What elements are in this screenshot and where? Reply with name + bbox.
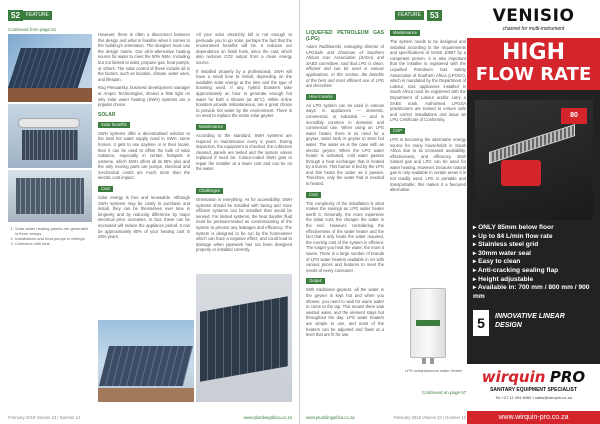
body-paragraph: Solar energy is free and renewable. Although SWH systems may be costly to purchase and install, they can be themselves over time in longevity and by reducing difference by major electrical price increases. In fact, these can be increased will reduce the appliance period. It can be approximately 80% of your heating cost in 25% years. <box>98 195 190 240</box>
headline-line-2: FLOW RATE <box>475 64 592 85</box>
subheading-cop: COP <box>390 128 405 134</box>
subheading-output: Output <box>306 278 325 284</box>
solar-heading: SOLAR <box>98 111 116 118</box>
size-badge-icon: 80 <box>561 108 587 124</box>
right-feature-label: FEATURE <box>395 11 424 20</box>
warranty-badge-icon: 5 <box>473 310 489 336</box>
left-footer-url[interactable]: www.plumbingafrica.co.za <box>243 415 292 420</box>
right-footer <box>306 415 466 420</box>
subheading-maintenance: Maintenance <box>196 124 226 130</box>
body-paragraph: LPG is becoming the alternative energy source for many households in South Africa due to its increased availability, effectiveness, and efficiency. Both natural gas and LPG can be used for water heating. However, because natural gas is only available in certain areas it is not readily used. LPG is portable and transportable; this makes it a favoured alternative. <box>390 136 466 193</box>
right-column-2 <box>390 30 466 280</box>
left-feature-label: FEATURE <box>23 11 52 20</box>
wirquin-tagline: SANITARY EQUIPMENT SPECIALIST <box>490 387 577 393</box>
caption-item: 3. Collectors with tank. <box>15 241 92 246</box>
right-footer-date: February 2018 Volume 23 | Number 12 <box>393 415 466 420</box>
body-paragraph: The complexity of the installation is what makes the savings an LPG water heater worth it. Generally, the more expensive the initial cost, the cheaper the water in the end. However, considering the effectiveness of the water heater and the fact that it only heats the water required, the running cost of the system is efficient. The longer you heat the water, the more it saves. There is a large number of brands of LPG water heaters available in SA with various prices and features to meet the needs of every consumer. <box>306 200 384 273</box>
left-footer <box>8 415 292 420</box>
drain-product-image <box>475 100 593 220</box>
caption-item: 1. Solar water heating panels are generated in three setups. <box>15 226 92 236</box>
headline-line-1: HIGH <box>501 40 566 65</box>
solar-collector-photo <box>8 170 92 222</box>
subheading-solar-benefits: Solar benefits <box>98 122 130 128</box>
advert-headline <box>467 38 600 90</box>
right-page-number: 53 <box>427 10 442 21</box>
lpg-water-heater-photo <box>404 286 452 364</box>
linear-design-label: INNOVATIVE LINEAR DESIGN <box>495 313 565 329</box>
left-page-number: 52 <box>8 10 23 21</box>
advert-header <box>467 0 600 38</box>
wirquin-logo: wirquin PRO <box>481 368 586 386</box>
feature-item: ▸ ONLY 85mm below floor <box>473 224 554 231</box>
wirquin-url-link[interactable]: www.wirquin-pro.co.za <box>467 411 600 424</box>
body-paragraph: Orientation is everything. As for accessibility, SWH systems should be installed with facing and more efficient systems can be installed than would be sensed. For limited systems, the heat transfer fluid must be pressure-tested as commissioning of the system to prevent any leakages and efficiency. The system is designed to be run by the homeowner which can have a negative effect, and could lead to damage when pipework has not been designed properly or installed correctly. <box>196 197 292 253</box>
body-paragraph: All your solar electricity bill is not enough to persuade you to go solar, perhaps the fact that the environment benefits will be. It reduces our dependence on fossil fuels, since the cost, which also reduces CO2 output from a clean energy source. <box>196 32 292 65</box>
subheading-maintenance: Maintenance <box>390 30 420 36</box>
advert-brand: VENISIO <box>492 6 575 26</box>
photo-caption: LPG instantaneous water heater. <box>404 368 464 373</box>
body-paragraph: With traditional geysers, all the water in the geyser is kept hot and when you shower, you need to wait for warm water to come to the tap. This means there was wasted water, and the element stays hot throughout the day. LPG water heaters are simple to use, and most of the heaters can be adjusted and flows at a level that are fit for use. <box>306 287 384 338</box>
feature-item: ▸ Height adjustable <box>473 275 534 283</box>
wirquin-logo-block <box>467 364 600 424</box>
solar-roof-photo <box>8 34 92 102</box>
caption-item: 2. Installations and heat pumps in ceilings. <box>15 236 92 241</box>
lpg-heading: LIQUEFIED PETROLEUM GAS (LPG) <box>306 30 384 42</box>
subheading-cost: Cost <box>306 192 321 198</box>
advert-feature-list <box>473 224 597 301</box>
solar-geyser-photo <box>8 104 92 168</box>
body-paragraph: An LPG system can be used in various ways: in appliances — domestic, commercial, or industrial — and is incredibly common in domestic and commercial use. When using an LPG water heater, there is no need for a geyser, water tank or geyser to store hot water. The water as is the case with an electric geyser. When the LPG water heater is activated, cold water passes through a heat exchanger that is heated by a burner. This burner is fed by the LPG and this heats the water as it passes. Therefore, only the water that is needed is heated. <box>306 102 384 187</box>
intro-paragraph: Adam Rabbitanski, managing director of LPGSafe and chairman of Southern African Gas Association (SAGA) and SABS committee, said that LPG is clean, efficient and can be used in various applications. In this section, the benefits of the best and most efficient use of LPG are described. <box>306 44 384 89</box>
right-footer-url[interactable]: www.plumbingafrica.co.za <box>306 415 355 420</box>
subheading-cost: Cost <box>98 186 113 192</box>
feature-item: ▸ Anti-cracking sealing flap <box>473 266 559 274</box>
left-column-2 <box>196 32 292 184</box>
feature-item: ▸ Up to 84 L/min flow rate <box>473 232 553 240</box>
body-paragraph: However, there is often a disconnect between this design and what is feasible when it comes to the building's orientation. The designer must use the design matrix. Our all-in-alternative heating source for water to meet the 50% NMA. Including but not limited to solar, propane gas, heat pumps, or others. The solar control of these include all in the factors, such as location, climate, water uses, and lifespan. <box>98 32 190 82</box>
left-column-2b <box>196 186 292 270</box>
body-paragraph: The system needs to be designed and installed according to the requirements and specifications of SANS 10087 by a competent person. It is also important that the installer is registered with the Liquefied Petroleum Gas Safety Association of Southern Africa (LPGSA), which is mandated by the Department of Labour. Gas appliances installed in South Africa must be registered with the Department of Labour and/or carry a SABS mark. Authorised LPGSA practitioners are trained to ensure safe and correct installations and issue an LPG Certificate of Conformity. <box>390 39 466 123</box>
feature-item: ▸ Easy to clean <box>473 258 521 266</box>
left-footer-date: February 2018 Volume 23 | Number 12 <box>8 415 81 420</box>
feature-item: ▸ Available in: 700 mm / 800 mm / 900 mm <box>473 284 590 300</box>
right-column-1 <box>306 30 384 410</box>
advert-tagline: channel for multi-instrument <box>502 26 565 32</box>
right-header <box>395 10 442 21</box>
body-paragraph: According to the standard, SWH systems are required to maintenance every 5 years. During inspection, the equipment is checked, the collectors cleaned, panels are tested and the system valves replaced if need be. Colour-coded SWH gets to repair the installer at a lower cost and can be on the water. <box>196 132 292 172</box>
body-paragraph: If installed properly by a professional, SWH will have a small time to install, depending on the available solar energy at the time and the type of boosting used. If any, hybrid boosters take approximately an hour to generate enough hot water for both a shower (at 45°C). While in-line boosters provide instantaneous, are a great choice to provide hot water by the environment. There is no need to replace the entire solar geyser. <box>196 68 292 119</box>
left-header <box>8 10 52 21</box>
wirquin-contact: Tel +27 11 394 6060 • sales@wirquin.co.za <box>495 395 572 400</box>
continued-on: Continued on page 57 <box>422 390 467 395</box>
feature-item: ▸ 30mm water seal <box>473 249 531 257</box>
left-captions <box>8 226 92 246</box>
roof-panels-photo <box>196 274 292 402</box>
body-paragraph: SWH systems offer a decentralised solution to the total hot water supply need in SWH, some homes. It gets to use daytime or in their locale, then it can be used to offset the bulk of solar radiation, especially in certain hotspots is extreme, which SWH offers all its 80% plus and the only moving parts are pumps, electrical and mechanical cost/s are much more than the electric cost impact. <box>98 130 190 181</box>
subheading-how-it-works: How it works <box>306 94 336 100</box>
body-paragraph: Rog Pienaarsky, business development manager at Ampro Technologies, shared a little light on why solar water heating (SWH) systems are a popular choice. <box>98 85 190 108</box>
continued-from: Continued from page 51 <box>8 27 57 32</box>
venisio-advert <box>467 0 600 424</box>
subheading-challenges: Challenges <box>196 188 223 194</box>
rooftop-solar-photo <box>98 320 194 402</box>
feature-item: ▸ Stainless steel grid <box>473 241 539 249</box>
